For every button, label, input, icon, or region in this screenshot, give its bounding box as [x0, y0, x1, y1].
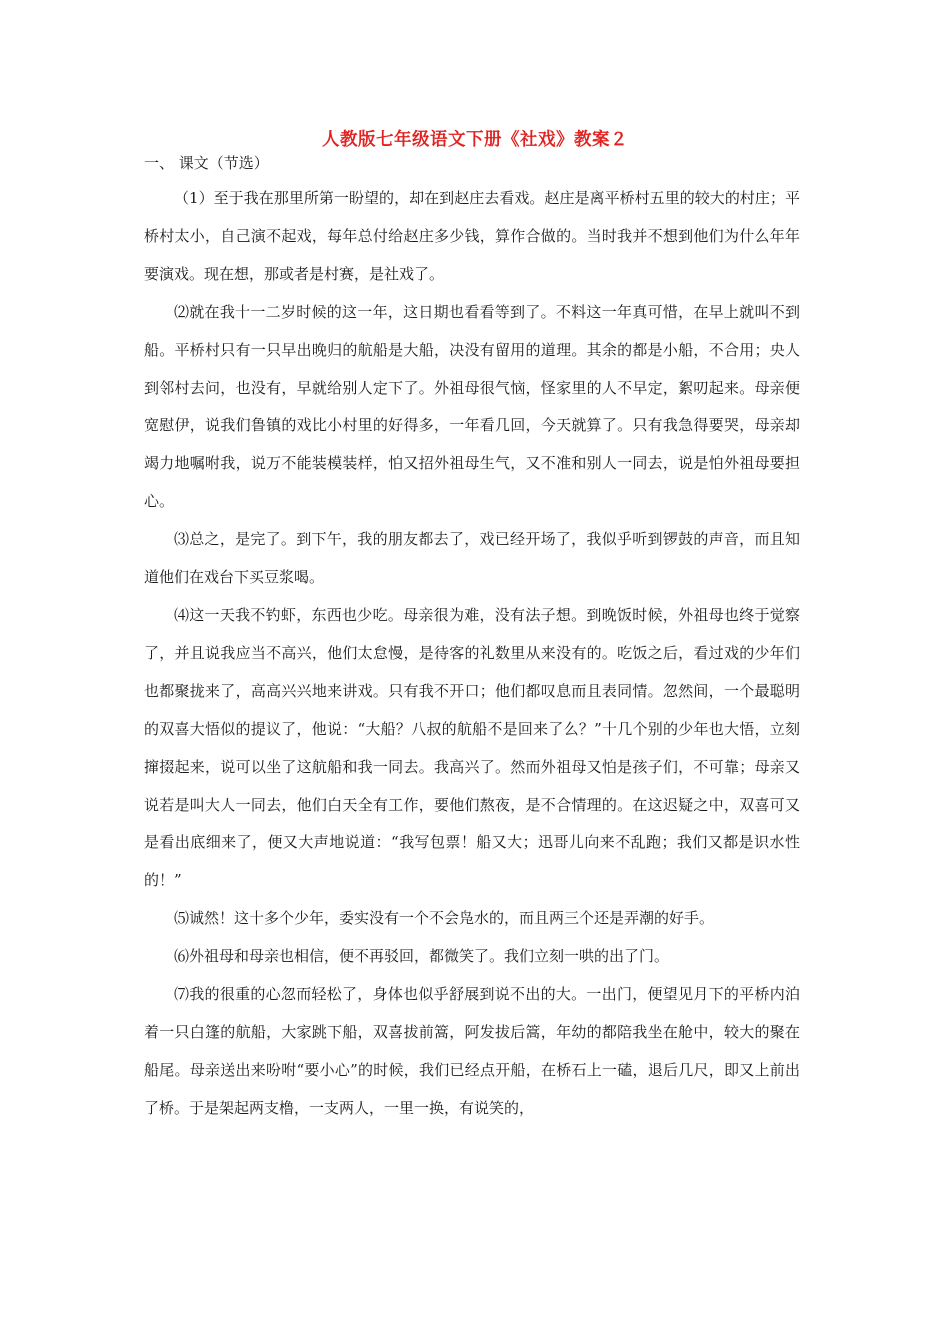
section-heading: 一、 课文（节选）: [144, 154, 269, 172]
paragraph-4: ⑷这一天我不钓虾，东西也少吃。母亲很为难，没有法子想。到晚饭时候，外祖母也终于觉察了，并且说我应当不高兴，他们太怠慢，是待客的礼数里从来没有的。吃饭之后，看过戏的少年们也都聚拢来了，高高兴兴地来讲戏。只有我不开口；他们都叹息而且表同情。忽然间，一个最聪明的双喜大悟似的提议了，他说：“大船？八叔的航船不是回来了么？”十几个别的少年也大悟，立刻撺掇起来，说可以坐了这航船和我一同去。我高兴了。然而外祖母又怕是孩子们，不可靠；母亲又说若是叫大人一同去，他们白天全有工作，要他们熬夜，是不合情理的。在这迟疑之中，双喜可又是看出底细来了，便又大声地说道：“我写包票！船又大；迅哥儿向来不乱跑；我们又都是识水性的！”: [144, 605, 800, 890]
text-body: [144, 180, 800, 1128]
paragraph-2: ⑵就在我十一二岁时候的这一年，这日期也看看等到了。不料这一年真可惜，在早上就叫不到船。平桥村只有一只早出晚归的航船是大船，决没有留用的道理。其余的都是小船，不合用；央人到邻村去问，也没有，早就给别人定下了。外祖母很气恼，怪家里的人不早定，絮叨起来。母亲便宽慰伊，说我们鲁镇的戏比小村里的好得多，一年看几回，今天就算了。只有我急得要哭，母亲却竭力地嘱咐我，说万不能装模装样，怕又招外祖母生气，又不准和别人一同去，说是怕外祖母要担心。: [144, 302, 800, 511]
paragraph-1: （1）至于我在那里所第一盼望的，却在到赵庄去看戏。赵庄是离平桥村五里的较大的村庄；平桥村太小，自己演不起戏，每年总付给赵庄多少钱，算作合做的。当时我并不想到他们为什么年年要演戏。现在想，那或者是村赛，是社戏了。: [144, 189, 800, 283]
paragraph-3: ⑶总之，是完了。到下午，我的朋友都去了，戏已经开场了，我似乎听到锣鼓的声音，而且知道他们在戏台下买豆浆喝。: [144, 530, 800, 587]
paragraph-5: ⑸诚然！这十多个少年，委实没有一个不会凫水的，而且两三个还是弄潮的好手。: [174, 909, 715, 928]
document-title: 人教版七年级语文下册《社戏》教案２: [322, 130, 628, 150]
paragraph-6: ⑹外祖母和母亲也相信，便不再驳回，都微笑了。我们立刻一哄的出了门。: [174, 947, 670, 966]
paragraph-7: ⑺我的很重的心忽而轻松了，身体也似乎舒展到说不出的大。一出门，便望见月下的平桥内泊着一只白篷的航船，大家跳下船，双喜拔前篙，阿发拔后篙，年幼的都陪我坐在舱中，较大的聚在船尾。母亲送出来吩咐“要小心”的时候，我们已经点开船，在桥石上一磕，退后几尺，即又上前出了桥。于是架起两支橹，一支两人，一里一换，有说笑的，: [144, 985, 800, 1117]
